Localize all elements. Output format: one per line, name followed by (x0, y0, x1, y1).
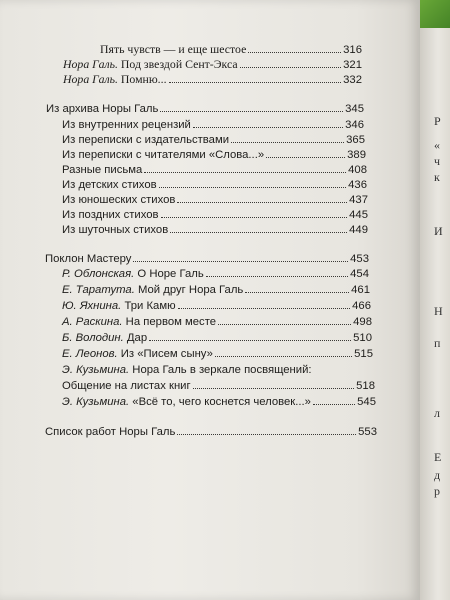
toc-page-number: 332 (343, 74, 362, 86)
toc-entry (62, 117, 364, 133)
right-page-edge (420, 28, 450, 600)
toc-page-number: 545 (357, 396, 376, 408)
dot-leader (160, 111, 343, 112)
toc-entry-title: Три Камю (121, 300, 176, 312)
toc-entry-title: Из поздних стихов (62, 209, 159, 221)
dot-leader (144, 172, 346, 173)
toc-page-number: 449 (349, 224, 368, 236)
toc-entry (62, 394, 376, 410)
toc-entry-author: Б. Володин. (62, 332, 124, 344)
right-page-letter: к (434, 170, 440, 184)
toc-page-number: 437 (349, 194, 368, 206)
toc-entry-title: Из детских стихов (62, 179, 157, 191)
dot-leader (240, 67, 342, 68)
toc-entry (62, 298, 371, 314)
toc-page-number: 346 (345, 119, 364, 131)
toc-page-number: 454 (350, 268, 369, 280)
right-page-letter: д (434, 468, 441, 482)
dot-leader (133, 261, 348, 262)
toc-entry-author: Р. Облонская. (62, 268, 135, 280)
dot-leader (169, 82, 342, 83)
toc-entry-title: Из переписки с издательствами (62, 134, 230, 146)
toc-entry (62, 177, 367, 193)
dot-leader (206, 276, 348, 277)
toc-page-number: 461 (351, 284, 370, 296)
right-page-letter: И (434, 224, 443, 238)
right-page-letter: « (434, 138, 440, 152)
dot-leader (231, 142, 344, 143)
toc-entry-title: Из «Писем сыну» (117, 348, 213, 360)
toc-entry-author: Е. Таратута. (62, 284, 135, 296)
dot-leader (266, 157, 345, 158)
toc-entry (62, 314, 372, 330)
toc-entry (62, 207, 368, 223)
dot-leader (170, 232, 347, 233)
toc-entry-title: Мой друг Нора Галь (134, 284, 244, 296)
toc-entry-title: Из шуточных стихов (62, 224, 169, 236)
toc-entry-author: Ю. Яхнина. (62, 300, 122, 312)
right-page-letter: Н (434, 304, 443, 318)
toc-page-number: 436 (348, 179, 367, 191)
toc-entry-title: На первом месте (122, 316, 217, 328)
toc-entry-title: Нора Галь в зеркале посвящений: (129, 364, 312, 376)
toc-page-number: 321 (343, 59, 362, 71)
toc-page-number: 498 (353, 316, 372, 328)
dot-leader (215, 356, 352, 357)
toc-entry (62, 266, 369, 282)
toc-entry (62, 282, 370, 298)
toc-entry-title: Из юношеских стихов (62, 194, 176, 206)
toc-entry (62, 222, 368, 238)
toc-section-heading (45, 424, 377, 440)
toc-entry (62, 362, 374, 378)
toc-entry-title: Список работ Норы Галь (45, 426, 176, 438)
dot-leader (218, 324, 351, 325)
dot-leader (159, 187, 347, 188)
toc-page-number: 445 (349, 209, 368, 221)
toc-page-number: 389 (347, 149, 366, 161)
toc-entry-title: Поклон Мастеру (45, 253, 132, 265)
toc-entry-title: Из архива Норы Галь (46, 103, 159, 115)
dot-leader (248, 52, 341, 53)
right-page-letter: Е (434, 450, 442, 464)
toc-entry-title: Общение на листах книг (62, 380, 191, 392)
dot-leader (149, 340, 351, 341)
toc-entry (100, 41, 362, 57)
toc-entry-author: Нора Галь. (63, 57, 118, 71)
toc-entry-title: Из внутренних рецензий (62, 119, 191, 131)
toc-page-number: 466 (352, 300, 371, 312)
dot-leader (161, 217, 348, 218)
toc-page-number: 553 (358, 426, 377, 438)
toc-page-number: 345 (345, 103, 364, 115)
dot-leader (313, 404, 355, 405)
toc-page-number: 316 (343, 44, 362, 56)
right-page-letter: р (434, 484, 440, 498)
dot-leader (193, 127, 343, 128)
toc-entry-author: Э. Кузьмина. (62, 364, 130, 376)
toc-entry-title: Дар (123, 332, 148, 344)
dot-leader (193, 388, 355, 389)
dot-leader (177, 202, 347, 203)
toc-entry-title: Под звездой Сент-Экса (117, 57, 238, 71)
toc-entry (62, 330, 372, 346)
toc-entry-author: Э. Кузьмина. (62, 396, 130, 408)
toc-page-number: 365 (346, 134, 365, 146)
right-page-letter: п (434, 336, 441, 350)
dot-leader (178, 308, 351, 309)
toc-entry-author: А. Раскина. (62, 316, 123, 328)
toc-page-number: 518 (356, 380, 375, 392)
toc-entry-title: Разные письма (62, 164, 143, 176)
toc-entry (63, 56, 362, 72)
dot-leader (177, 434, 356, 435)
toc-entry-author: Е. Леонов. (62, 348, 118, 360)
toc-entry (62, 132, 365, 148)
toc-section-heading (45, 251, 369, 267)
right-page-letter: ч (434, 154, 441, 168)
toc-entry-title: «Всё то, чего коснется человек...» (129, 396, 311, 408)
toc-entry (62, 378, 375, 394)
toc-entry-title: Помню... (117, 72, 167, 86)
toc-entry (62, 192, 368, 208)
toc-entry-title: О Норе Галь (134, 268, 204, 280)
toc-entry (62, 147, 366, 163)
toc-page-number: 453 (350, 253, 369, 265)
toc-entry-title: Из переписки с читателями «Слова...» (62, 149, 265, 161)
dot-leader (245, 292, 349, 293)
toc-entry (63, 71, 362, 87)
toc-page-number: 515 (354, 348, 373, 360)
toc-entry-author: Нора Галь. (63, 72, 118, 86)
toc-page-number: 408 (348, 164, 367, 176)
toc-page-number: 510 (353, 332, 372, 344)
toc-section-heading (46, 101, 364, 117)
toc-entry-title: Пять чувств — и еще шестое (100, 42, 247, 56)
toc-entry (62, 346, 373, 362)
right-page-letter: л (434, 406, 440, 420)
right-page-letter: Р (434, 114, 441, 128)
toc-entry (62, 162, 367, 178)
